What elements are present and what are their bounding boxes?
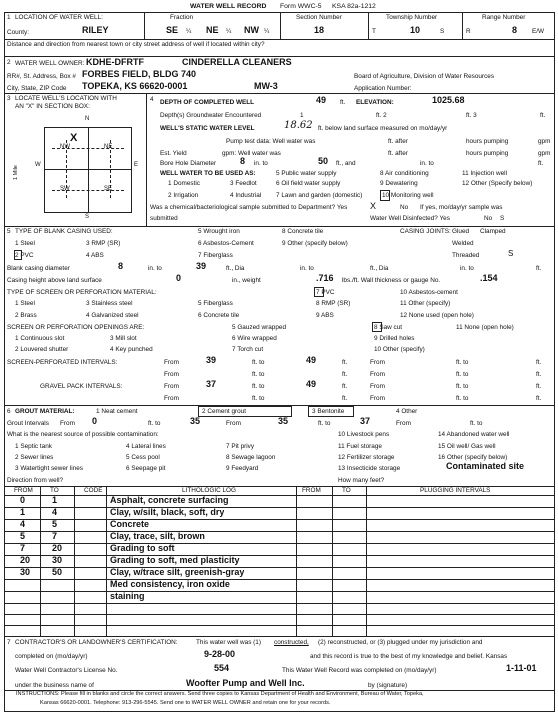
ft-to: ft. to: [318, 420, 331, 427]
contam-feedyard: 9 Feedyard: [226, 465, 259, 472]
use-label: WELL WATER TO BE USED AS:: [160, 170, 256, 177]
township-number: 10: [410, 25, 421, 35]
depth-value: 49: [316, 95, 327, 105]
open-saw-cut: 8 Saw cut: [374, 324, 403, 331]
joint-welded: Welded: [452, 240, 474, 247]
ft-label: ft.: [342, 359, 348, 366]
bact-answer: X: [370, 201, 377, 211]
ft-dia: ft., Dia: [370, 265, 389, 272]
nw-label: NW: [60, 144, 70, 150]
row-description: staining: [110, 592, 145, 601]
owner-name: KDHE-DFRTF: [86, 57, 144, 67]
divider: [144, 12, 145, 39]
owner-label: WATER WELL OWNER:: [15, 60, 85, 67]
mile-label: 1 Mile: [13, 165, 19, 180]
cert-text-3: and this record is true to the best of my knowledge and belief. Kansas: [310, 653, 508, 660]
divider: [462, 12, 463, 39]
disinfected-question: Water Well Disinfected? Yes: [370, 215, 450, 222]
use-other: 12 Other (Specify below): [462, 180, 533, 187]
in-to: in. to: [148, 265, 162, 272]
in-to: in. to: [420, 160, 434, 167]
se-label: SE: [104, 186, 113, 192]
grout-other: 4 Other: [396, 408, 418, 415]
screen-fiberglass: 5 Fiberglass: [198, 300, 233, 307]
location-label: LOCATION OF WATER WELL:: [15, 14, 103, 21]
gpm-label: gpm: [538, 150, 551, 157]
grout-cement: 2 Cement grout: [202, 408, 247, 415]
casing-concrete: 8 Concrete tile: [282, 228, 324, 235]
in-to: in. to: [254, 160, 268, 167]
use-air-conditioning: 8 Air conditioning: [380, 170, 429, 177]
business-name: Woofter Pump and Well Inc.: [186, 678, 305, 688]
divider: [280, 12, 281, 39]
row-line: [4, 531, 554, 532]
open-continuous: 1 Continuous slot: [15, 335, 65, 342]
row-line: [4, 579, 554, 580]
ft-dia: ft., Dia: [226, 265, 245, 272]
screen-stainless: 3 Stainless steel: [86, 300, 133, 307]
row-line: [4, 614, 554, 615]
ft-label: ft.: [536, 371, 542, 378]
joint-clamped: Clamped: [480, 228, 506, 235]
screen-concrete: 6 Concrete tile: [198, 312, 240, 319]
ft-label: ft.: [536, 265, 542, 272]
section-number: 18: [314, 25, 325, 35]
submitted-label: submitted: [150, 215, 178, 222]
from-label: From: [164, 395, 179, 402]
row-from: 4: [20, 520, 26, 529]
section-number-label: Section Number: [296, 14, 342, 21]
row-description: Clay, trace, silt, brown: [110, 532, 205, 541]
header-from-2: FROM: [302, 487, 321, 494]
license-number: 554: [214, 663, 230, 673]
contamination-label: What is the nearest source of possible contamination:: [7, 431, 159, 438]
grout-bentonite: 3 Bentonite: [312, 408, 345, 415]
open-none: 11 None (open hole): [456, 324, 514, 331]
fraction-2: NE: [206, 25, 219, 35]
contam-insecticide: 13 Insecticide storage: [338, 465, 401, 472]
open-other: 10 Other (specify): [374, 346, 425, 353]
cert-label: CONTRACTOR'S OR LANDOWNER'S CERTIFICATION:: [15, 639, 178, 646]
ft-label: ft.: [536, 359, 542, 366]
disinfected-no: No: [484, 215, 493, 222]
in-weight: in., weight: [232, 277, 261, 284]
header-to: TO: [50, 487, 59, 494]
screen-other: 11 Other (specify): [400, 300, 451, 307]
gw-1: 1: [300, 112, 304, 119]
use-domestic: 1 Domestic: [168, 180, 200, 187]
section-horizontal: [44, 169, 131, 170]
in-to: in. to: [460, 265, 474, 272]
hours-label: hours pumping: [466, 150, 509, 157]
west-label: W: [35, 162, 41, 168]
ft-label: ft.: [536, 383, 542, 390]
ft-to: ft. to: [456, 395, 469, 402]
fraction-3: NW: [244, 25, 259, 35]
divider: [4, 226, 554, 227]
well-id: MW-3: [254, 81, 278, 91]
header-from: FROM: [14, 487, 33, 494]
contamination-note: Contaminated site: [446, 461, 525, 471]
depth-label: DEPTH OF COMPLETED WELL: [160, 99, 255, 106]
row-line: [4, 636, 554, 637]
use-feedlot: 3 Feedlot: [230, 180, 257, 187]
row-from: 30: [20, 568, 31, 577]
casing-diameter: 8: [118, 261, 124, 271]
ft-label: ft.: [538, 160, 544, 167]
casing-steel: 1 Steel: [15, 240, 35, 247]
use-lawn: 7 Lawn and garden (domestic): [276, 192, 363, 199]
gauge-value: .154: [480, 273, 498, 283]
in-to: in. to: [300, 265, 314, 272]
screen-pvc: 7 PVC: [316, 289, 335, 296]
header-lithologic-log: LITHOLOGIC LOG: [182, 487, 236, 494]
casing-height-label: Casing height above land surface: [7, 277, 102, 284]
cert-text-4: This Water Well Record was completed on (mo/day/yr): [282, 667, 437, 674]
grout-to-2: 37: [360, 416, 371, 426]
row-to: 1: [52, 496, 58, 505]
contam-watertight: 3 Watertight sewer lines: [15, 465, 83, 472]
row-description: Asphalt, concrete surfacing: [110, 496, 229, 505]
fraction-label: Fraction: [170, 14, 194, 21]
section-1-number: 1: [7, 14, 11, 21]
quarter-symbol: ¼: [226, 28, 232, 35]
cert-constructed: constructed,: [274, 639, 309, 646]
use-industrial: 4 Industrial: [230, 192, 262, 199]
divider: [4, 93, 554, 94]
ft-label: ft.: [536, 395, 542, 402]
range-number: 8: [512, 25, 518, 35]
row-to: 50: [52, 568, 63, 577]
casing-label: TYPE OF BLANK CASING USED:: [15, 228, 113, 235]
owner-city: TOPEKA, KS 66620-0001: [82, 81, 188, 91]
elevation-label: ELEVATION:: [356, 99, 394, 106]
from-label: From: [396, 420, 411, 427]
completed-label: completed on (mo/day/yr): [15, 653, 88, 660]
direction-label: Direction from well?: [7, 477, 64, 484]
county-label: County:: [7, 29, 30, 36]
ft-label: ft.: [342, 371, 348, 378]
row-to: 4: [52, 508, 58, 517]
use-monitoring: 10 Monitoring well: [382, 192, 434, 199]
gravel-from: 37: [206, 379, 217, 389]
open-torch: 7 Torch cut: [232, 346, 264, 353]
from-label: From: [370, 383, 385, 390]
locate-label-1: LOCATE WELL'S LOCATION WITH: [15, 95, 117, 102]
township-t: T: [372, 28, 376, 35]
contam-fertilizer: 12 Fertilizer storage: [338, 454, 395, 461]
from-label: From: [370, 395, 385, 402]
quarter-symbol: ¼: [264, 28, 270, 35]
business-label: under the business name of: [15, 682, 94, 689]
use-dewatering: 9 Dewatering: [380, 180, 418, 187]
row-description: Concrete: [110, 520, 150, 529]
joint-threaded: Threaded: [452, 252, 480, 259]
joints-label: CASING JOINTS:: [400, 228, 451, 235]
locate-label-2: AN "X" IN SECTION BOX:: [15, 103, 90, 110]
divider: [4, 39, 554, 40]
screen-to: 49: [306, 355, 317, 365]
section-4-number: 4: [150, 96, 154, 103]
contam-lateral: 4 Lateral lines: [126, 443, 166, 450]
casing-height: 0: [176, 273, 182, 283]
fraction-1: SE: [166, 25, 179, 35]
license-label: Water Well Contractor's License No.: [15, 667, 118, 674]
contam-livestock: 10 Livestock pens: [338, 431, 390, 438]
open-wire: 6 Wire wrapped: [232, 335, 277, 342]
how-many-feet-label: How many feet?: [338, 477, 385, 484]
gpm-label: gpm: [538, 138, 551, 145]
row-to: 20: [52, 544, 63, 553]
row-to: 5: [52, 520, 58, 529]
casing-weight: .716: [316, 273, 334, 283]
bore-value: 8: [240, 156, 246, 166]
signature-label: by (signature): [368, 682, 408, 689]
screen-abs: 9 ABS: [316, 312, 334, 319]
sw-label: SW: [60, 186, 70, 192]
row-to: 30: [52, 556, 63, 565]
ft-to: ft. to: [252, 383, 265, 390]
divider: [4, 495, 554, 496]
contam-abandoned: 14 Abandoned water well: [438, 431, 510, 438]
gravel-label: GRAVEL PACK INTERVALS:: [40, 383, 123, 390]
header-to-2: TO: [342, 487, 351, 494]
ne-label: NE: [104, 144, 113, 150]
row-line: [4, 567, 554, 568]
divider: [368, 12, 369, 39]
use-irrigation: 2 Irrigation: [168, 192, 199, 199]
bore-to-value: 50: [318, 156, 329, 166]
screen-steel: 1 Steel: [15, 300, 35, 307]
township-direction: S: [440, 28, 445, 35]
row-from: 7: [20, 544, 26, 553]
row-line: [4, 543, 554, 544]
row-description: Clay, w/silt, black, soft, dry: [110, 508, 225, 517]
row-description: Grading to soft, med plasticity: [110, 556, 240, 565]
ksa-ref: KSA 82a-1212: [332, 3, 376, 10]
row-description: Grading to soft: [110, 544, 175, 553]
row-description: Clay, w/trace silt, greenish-gray: [110, 568, 245, 577]
grout-from: 0: [92, 416, 98, 426]
gravel-to: 49: [306, 379, 317, 389]
threaded-answer: S: [508, 249, 514, 258]
row-from: 20: [20, 556, 31, 565]
screen-none: 12 None used (open hole): [400, 312, 474, 319]
distance-label: Distance and direction from nearest town or city street address of well if located within city?: [7, 41, 265, 48]
quarter-symbol: ¼: [186, 28, 192, 35]
ft-to: ft. to: [252, 395, 265, 402]
elevation-value: 1025.68: [432, 95, 465, 105]
screen-asbestos: 10 Asbestos-cement: [400, 289, 458, 296]
section-7-number: 7: [7, 639, 11, 646]
use-oil-field: 6 Oil field water supply: [276, 180, 341, 187]
board-label: Board of Agriculture, Division of Water Resources: [354, 73, 495, 80]
open-drilled: 9 Drilled holes: [374, 335, 415, 342]
ft-to: ft. to: [148, 420, 161, 427]
grout-label: GROUT MATERIAL:: [15, 408, 75, 415]
ft-to: ft. to: [252, 359, 265, 366]
casing-other: 9 Other (specify below): [282, 240, 348, 247]
screen-galvanized: 4 Galvanized steel: [86, 312, 139, 319]
ft-to: ft. to: [456, 359, 469, 366]
township-label: Township Number: [386, 14, 438, 21]
pump-test-label: Pump test data: Well water was: [226, 138, 316, 145]
from-label: From: [164, 359, 179, 366]
cert-text-1: This water well was (1): [196, 639, 261, 646]
record-date: 1-11-01: [506, 663, 537, 673]
row-to: 7: [52, 532, 58, 541]
casing-diameter-label: Blank casing diameter: [7, 265, 70, 272]
openings-label: SCREEN OR PERFORATION OPENINGS ARE:: [7, 324, 145, 331]
bact-question: Was a chemical/bacteriological sample submitted to Department? Yes: [150, 204, 348, 211]
city-label: City, State, ZIP Code: [7, 85, 67, 92]
form-title: WATER WELL RECORD: [190, 3, 267, 10]
disinfected-answer: S: [500, 215, 505, 222]
screen-brass: 2 Brass: [15, 312, 37, 319]
casing-wrought: 5 Wrought iron: [198, 228, 240, 235]
divider: [146, 93, 147, 226]
casing-asbestos: 6 Asbestos-Cement: [198, 240, 254, 247]
bact-no: No: [400, 204, 409, 211]
row-line: [4, 591, 554, 592]
header-code: CODE: [84, 487, 103, 494]
county-value: RILEY: [82, 25, 109, 35]
static-level-label: WELL'S STATIC WATER LEVEL: [160, 125, 255, 132]
contam-lagoon: 8 Sewage lagoon: [226, 454, 276, 461]
header-plugging: PLUGGING INTERVALS: [420, 487, 491, 494]
from-label: From: [370, 371, 385, 378]
row-line: [4, 507, 554, 508]
grout-intervals-label: Grout Intervals: [7, 420, 49, 427]
joint-glued: Glued: [452, 228, 470, 235]
owner-address: FORBES FIELD, BLDG 740: [82, 69, 197, 79]
range-direction: E/W: [532, 28, 545, 35]
screen-rmp: 8 RMP (SR): [316, 300, 351, 307]
row-from: 5: [20, 532, 26, 541]
casing-rmp: 3 RMP (SR): [86, 240, 121, 247]
grout-neat: 1 Neat cement: [96, 408, 138, 415]
casing-pvc: 2 PVC: [15, 252, 34, 259]
section-6-number: 6: [7, 408, 11, 415]
east-label: E: [134, 162, 139, 168]
contam-oil-gas: 15 Oil well/ Gas well: [438, 443, 496, 450]
grout-to: 35: [190, 416, 201, 426]
static-level-tail: ft. below land surface measured on mo/day/yr: [318, 125, 448, 132]
gw-3-ft: ft.: [540, 112, 546, 119]
grout-from-2: 35: [278, 416, 289, 426]
bact-if-yes: If yes, mo/day/yr sample was: [420, 204, 503, 211]
gw-2-ft: ft. 3: [466, 112, 477, 119]
south-label: S: [85, 214, 90, 220]
contam-sewer: 2 Sewer lines: [15, 454, 54, 461]
form-number: Form WWC-5: [280, 3, 322, 10]
bore-label: Bore Hole Diameter: [160, 160, 217, 167]
contam-other: 16 Other (specify below): [438, 454, 508, 461]
section-2-number: 2: [7, 59, 11, 66]
row-from: 1: [20, 508, 26, 517]
open-louvered: 2 Louvered shutter: [15, 346, 69, 353]
from-label: From: [164, 383, 179, 390]
after-label: ft. after: [388, 150, 408, 157]
after-label: ft. after: [388, 138, 408, 145]
completed-date: 9-28-00: [204, 649, 236, 659]
north-label: N: [85, 116, 90, 122]
address-label: RR#, St. Address, Box #: [7, 73, 76, 80]
casing-fiberglass: 7 Fiberglass: [198, 252, 233, 259]
use-public: 5 Public water supply: [276, 170, 337, 177]
application-label: Application Number:: [354, 85, 412, 92]
use-injection: 11 Injection well: [462, 170, 507, 177]
contam-privy: 7 Pit privy: [226, 443, 255, 450]
ft-to: ft. to: [470, 420, 483, 427]
ft-to: ft. to: [252, 371, 265, 378]
instructions-2: Kansas 66620-0001. Telephone: 913-296-5545. Send one to WATER WELL OWNER and retain one for your records.: [40, 700, 331, 706]
instructions-1: INSTRUCTIONS: Please fill in blanks and circle the correct answers. Send three copies to Kansas Department of Health and Environment, Bureau of Water, Topeka,: [16, 691, 424, 697]
row-description: Med consistency, iron oxide: [110, 580, 230, 589]
screen-from: 39: [206, 355, 217, 365]
depth-unit: ft.: [340, 99, 346, 106]
groundwater-label: Depth(s) Groundwater Encountered: [160, 112, 262, 119]
from-label: From: [226, 420, 241, 427]
screen-intervals-label: SCREEN-PERFORATED INTERVALS:: [7, 359, 118, 366]
row-line: [4, 603, 554, 604]
open-gauzed: 5 Gauzed wrapped: [232, 324, 287, 331]
row-line: [4, 625, 554, 626]
contam-fuel: 11 Fuel storage: [338, 443, 382, 450]
range-r: R: [466, 28, 471, 35]
open-mill: 3 Mill slot: [110, 335, 137, 342]
hours-label: hours pumping: [466, 138, 509, 145]
row-line: [4, 555, 554, 556]
from-label: From: [60, 420, 75, 427]
ft-and: ft., and: [336, 160, 356, 167]
section-3-number: 3: [7, 95, 11, 102]
ft-label: ft.: [342, 395, 348, 402]
contam-seepage: 6 Seepage pit: [126, 465, 166, 472]
ft-to: ft. to: [456, 371, 469, 378]
row-line: [4, 519, 554, 520]
casing-abs: 4 ABS: [86, 252, 104, 259]
ft-to: ft. to: [456, 383, 469, 390]
contam-cess: 5 Cess pool: [126, 454, 160, 461]
owner-name-2: CINDERELLA CLEANERS: [182, 57, 292, 67]
row-from: 0: [20, 496, 26, 505]
gpm-well-water-label: gpm: Well water was: [222, 150, 281, 157]
range-label: Range Number: [482, 14, 526, 21]
open-key-punched: 4 Key punched: [110, 346, 153, 353]
est-yield-label: Est. Yield: [160, 150, 187, 157]
screen-label: TYPE OF SCREEN OR PERFORATION MATERIAL:: [7, 289, 157, 296]
gw-1-ft: ft. 2: [376, 112, 387, 119]
from-label: From: [164, 371, 179, 378]
static-level-value: 18.62: [284, 120, 313, 131]
cert-text-2: (2) reconstructed, or (3) plugged under my jurisdiction and: [318, 639, 483, 646]
casing-to: 39: [196, 261, 207, 271]
section-5-number: 5: [7, 228, 11, 235]
location-mark: X: [70, 132, 78, 144]
lbs-label: lbs./ft. Wall thickness or gauge No.: [342, 277, 441, 284]
from-label: From: [370, 359, 385, 366]
ft-label: ft.: [342, 383, 348, 390]
contam-septic: 1 Septic tank: [15, 443, 52, 450]
